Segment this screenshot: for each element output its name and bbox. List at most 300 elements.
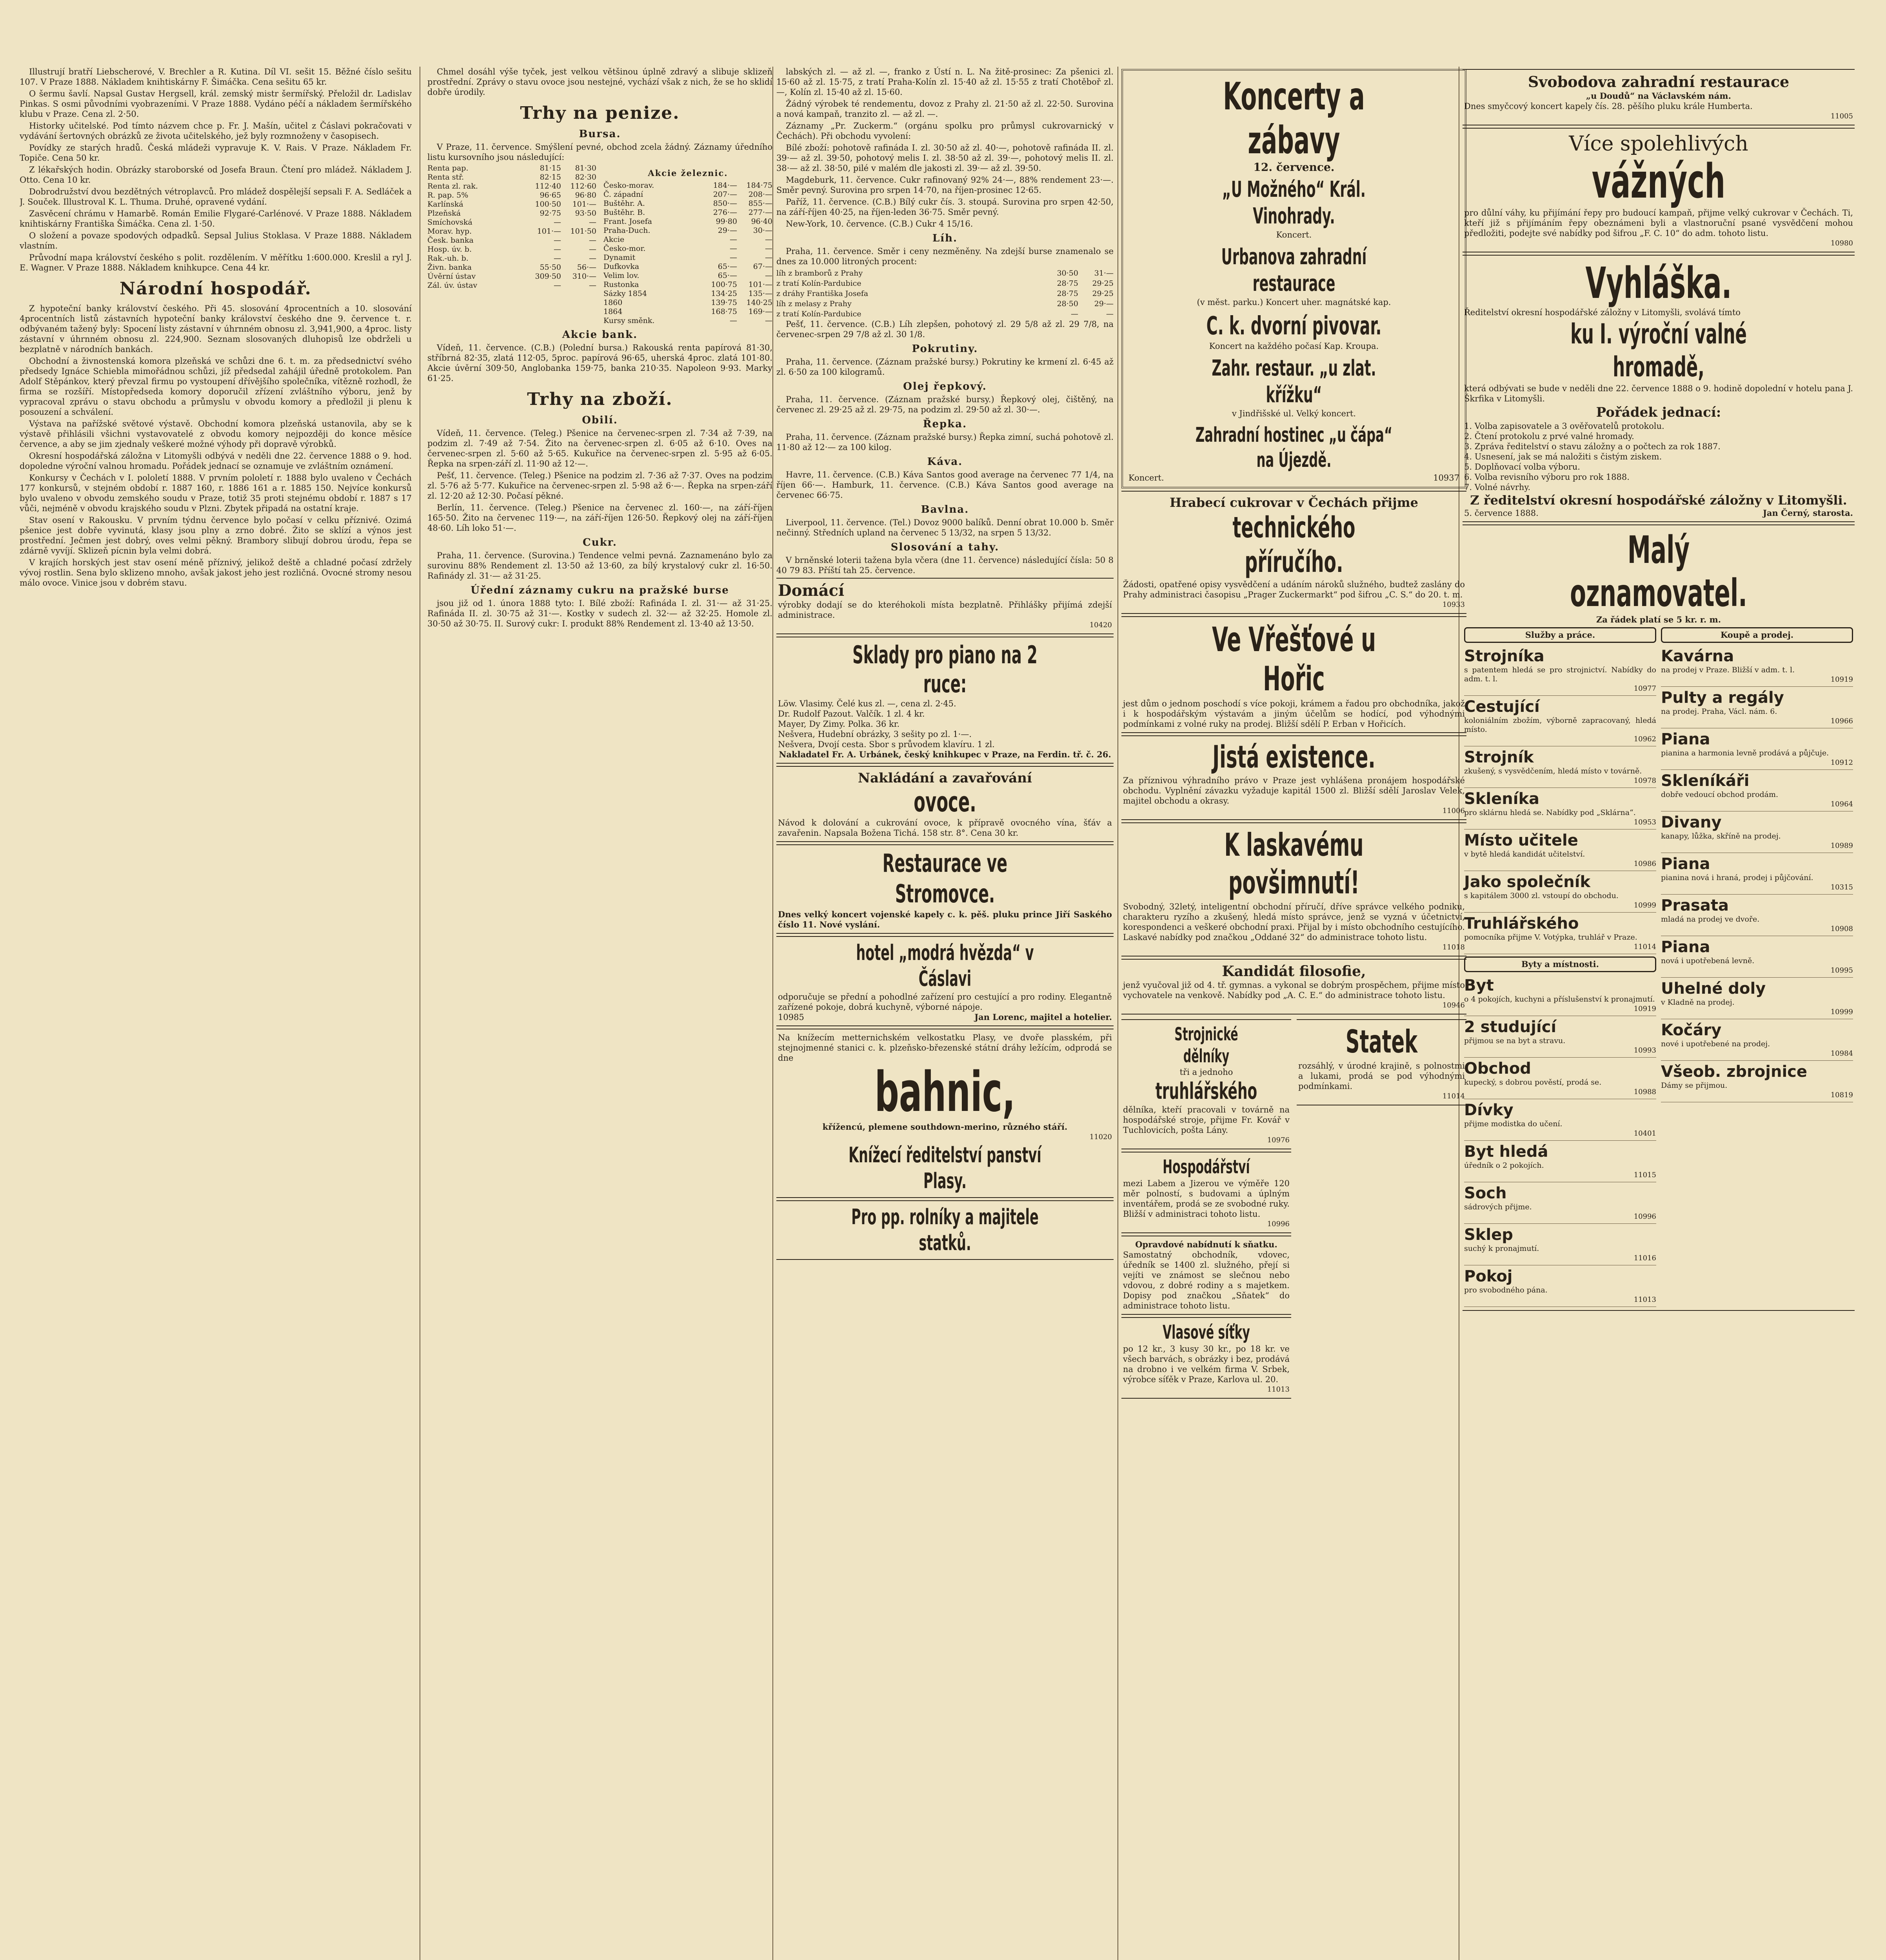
row-value: 101·— (572, 200, 596, 209)
classified-number: 10966 (1830, 717, 1853, 725)
row-value: — (589, 218, 596, 227)
classified-number: 10977 (1633, 684, 1656, 693)
table-row (603, 235, 772, 244)
row-label: Česko-mor. (603, 244, 646, 253)
ad-kandidat: Kandidát filosofie, jenž vyučoval již od 4. tř. gymnas. a vykonal se dobrým prospěchem, přijme místo vychovatele na venkově. Nabídky pod „A. C. E.“ do administrace tohoto listu. 10946 (1121, 959, 1466, 1014)
column-ads (1121, 67, 1466, 1960)
paragraph: Žádný výrobek té rendementu, dovoz z Prahy zl. 21·50 až zl. 22·50. Surovina a nová kampaň, tranzito zl. — až zl. —. (776, 99, 1114, 119)
row-label: z dráhy Františka Josefa (776, 289, 869, 298)
classified-number: 10401 (1633, 1129, 1656, 1138)
classified-number: 10912 (1830, 759, 1853, 767)
row-label: líh z melasy z Prahy (776, 299, 852, 308)
exchange-table-right (603, 164, 772, 325)
row-value: — (554, 218, 561, 227)
table-row (427, 209, 596, 218)
row-value: — (589, 245, 596, 254)
table-row (776, 278, 1114, 289)
classified-title: Kočáry (1661, 1021, 1722, 1039)
column-literature-economy (20, 67, 412, 1960)
table-row (427, 200, 596, 209)
classified-item (1661, 1019, 1853, 1061)
row-value: 139·75 (711, 298, 737, 307)
row-value: — (554, 245, 561, 254)
paragraph: Vídeň, 11. července. (C.B.) (Polední bursa.) Rakouská renta papírová 81·30, stříbrná 82·35, zlatá 112·05, 5proc. papírová 96·65, uherská 4proc. zlatá 101·80. Akcie úvěrní 309·50, Anglobanka 159·75, banka 210·35. Napoleon 9·93. Marky 61·25. (427, 343, 772, 383)
row-label: Renta pap. (427, 164, 469, 172)
table-row (603, 289, 772, 298)
paragraph: Praha, 11. července. (Záznam pražské bursy.) Pokrutiny ke krmení zl. 6·45 až zl. 6·50 za 100 kilogramů. (776, 357, 1114, 377)
table-row (427, 164, 596, 173)
ad-vrestova: Ve Vřešťové u Hořic jest dům o jednom poschodí s více pokoji, krámem a řadou pro obchodníka, jakož i k hospodářským výstavám a jiným účelům se hodící, pod výhodnými podmínkami z volné ruky na prodej. Bližší sdělí P. Erban v Hořicích. (1121, 616, 1466, 733)
table-row (427, 191, 596, 200)
table-row (603, 190, 772, 199)
list-item: Nešvera, Dvojí cesta. Sbor s průvodem klavíru. 1 zl. (778, 740, 995, 749)
classified-text: pro sklárnu hledá se. Nabídky pod „Sklárna“. (1464, 808, 1636, 817)
table-row (603, 244, 772, 253)
classified-title: Divany (1661, 813, 1722, 831)
row-value: 101·— (537, 227, 561, 236)
table-row (776, 309, 1114, 319)
classified-item (1464, 1182, 1656, 1224)
row-value: — (730, 316, 737, 325)
row-value: 207·— (713, 190, 737, 199)
classified-number: 11014 (1633, 943, 1656, 951)
paragraph: Liverpool, 11. července. (Tel.) Dovoz 9000 balíků. Denní obrat 10.000 b. Směr nečinný. Středních upland na červenec 5 13/32, na srpen 5 13/32. (776, 518, 1114, 537)
row-value: 101·— (748, 280, 772, 289)
paragraph: O šermu šavlí. Napsal Gustav Hergsell, král. zemský mistr šermířský. Přeložil dr. Ladislav Pinkas. S osmi původními vyobrazeními. V Praze 1888. Vydáno péčí a nákladem šermířského klubu v Praze. Cena zl. 2·50. (20, 89, 412, 119)
row-value: — (730, 244, 737, 253)
classified-number: 10908 (1830, 925, 1853, 933)
classified-title: Uhelné doly (1661, 980, 1766, 998)
classified-item (1661, 728, 1853, 770)
table-row (427, 173, 596, 182)
ad-existence: Jistá existence. Za příznivou výhradního právo v Praze jest vyhlášena pronájem hospodářské obchodu. Vyplnění závazku vyžaduje kapitál 1500 zl. Bližší sdělí Jaroslav Velek, majitel obchodu a okrasy. 11006 (1121, 735, 1466, 820)
subheading: Bursa. (579, 128, 621, 140)
classified-text: v bytě hledá kandidát učitelství. (1464, 850, 1585, 858)
subheading: Líh. (932, 232, 958, 244)
paragraph: Illustrují bratří Liebscherové, V. Brechler a R. Kutina. Díl VI. sešit 15. Běžné číslo sešitu 107. V Praze 1888. Nákladem knihtiskárny F. Šimáčka. Cena sešitu 65 kr. (20, 67, 412, 87)
classified-title: Strojník (1464, 748, 1534, 766)
classified-title: Piana (1661, 730, 1710, 748)
row-value: — (1071, 310, 1078, 318)
classified-number: 10988 (1633, 1088, 1656, 1096)
table-row (776, 289, 1114, 299)
row-label: Buštěhr. A. (603, 199, 645, 208)
table-row (427, 218, 596, 227)
row-value: — (589, 281, 596, 290)
row-value: 100·75 (711, 280, 737, 289)
row-label: Česk. banka (427, 236, 474, 245)
classified-title: Pokoj (1464, 1267, 1513, 1285)
classified-title: Místo učitele (1464, 831, 1578, 849)
list-item: Löw. Vlasimy. Čelé kus zl. —, cena zl. 2·45. (778, 699, 956, 708)
row-label: Velim lov. (603, 271, 640, 280)
classified-title: Dívky (1464, 1101, 1514, 1119)
category-housing: Byty a místnosti. (1464, 956, 1656, 972)
row-label: Dynamit (603, 253, 636, 262)
list-item: 1. Volba zapisovatele a 3 ověřovatelů protokolu. (1464, 421, 1664, 431)
classified-number: 10995 (1830, 966, 1853, 975)
list-item: 5. Doplňovací volba výboru. (1464, 462, 1580, 472)
paragraph: Bílé zboží: pohotově rafináda I. zl. 30·50 až zl. 40·—, pohotově rafináda II. zl. 39·— až zl. 39·50, pohotový melis I. zl. 38·50 až zl. 39·—, pohotový melis II. zl. 38·— až zl. 38·50, pilé v malém dle jakosti zl. 39·— až zl. 39·50. (776, 143, 1114, 173)
row-value: 29·— (718, 226, 737, 235)
paragraph: Magdeburk, 11. července. Cukr rafinovaný 92% 24·—, 88% rendement 23·—. Směr pevný. Surovina pro srpen 14·70, na říjen-prosinec 12·65. (776, 175, 1114, 195)
classified-number: 10919 (1633, 1005, 1656, 1013)
row-value: 184·— (713, 181, 737, 190)
table-row (603, 217, 772, 226)
classified-item (1464, 913, 1656, 954)
ad-hotel: hotel „modrá hvězda“ v Čáslavi odporučuje se přední a pohodlné zařízení pro cestující a pro rodiny. Elegantně zařízené pokoje, dobrá kuchyně, výborné nápoje. 10985 Jan Lorenc, majitel a hotelier. (776, 936, 1114, 1026)
row-value: 82·30 (575, 173, 596, 181)
exchange-table (427, 164, 772, 325)
row-label: 1860 (603, 298, 623, 307)
classified-text: v Kladně na prodej. (1661, 998, 1735, 1007)
classified-item (1464, 1141, 1656, 1182)
ad-domaci: Domácí výrobky dodají se do kteréhokoli místa bezplatně. Přihlášky přijímá zdejší administrace. 10420 (776, 578, 1114, 634)
subheading: Slosování a tahy. (890, 541, 999, 553)
classified-title: Cestující (1464, 698, 1540, 716)
classified-item (1464, 871, 1656, 913)
subheading: Káva. (927, 456, 963, 468)
classified-item (1661, 895, 1853, 936)
row-label: Akcie (603, 235, 625, 244)
classified-number: 11015 (1633, 1171, 1656, 1179)
classified-number: 10996 (1633, 1212, 1656, 1221)
classified-number: 10999 (1633, 901, 1656, 909)
row-label: Rak.-uh. b. (427, 254, 469, 263)
paragraph: Zasvěcení chrámu v Hamarbě. Román Emilie Flygaré-Carlénové. V Praze 1888. Nákladem knihtiskárny Františka Šimáčka. Cena zl. 1·50. (20, 209, 412, 229)
table-row (427, 254, 596, 263)
paragraph: jsou již od 1. února 1888 tyto: I. Bílé zboží: Rafináda I. zl. 31·— až 31·25. Rafináda II. zl. 30·75 až 31·—. Kostky v sudech zl. 32·— až 32·25. Homole zl. 30·50 až 30·75. II. Surový cukr: I. produkt 88% Rendement zl. 13·40 až 13·50. (427, 599, 772, 628)
row-value: 101·50 (570, 227, 596, 236)
table-row (427, 272, 596, 281)
category-services: Služby a práce. (1464, 627, 1656, 643)
classified-text: na prodej v Praze. Bližší v adm. t. l. (1661, 666, 1795, 674)
row-value: 29·25 (1092, 289, 1114, 298)
subheading: Úřední záznamy cukru na pražské burse (471, 584, 729, 596)
classified-number: 10993 (1633, 1046, 1656, 1054)
subheading: Olej řepkový. (903, 381, 987, 392)
classified-title: Prasata (1661, 897, 1729, 915)
list-item: 4. Usnesení, jak se má naložiti s čistým ziskem. (1464, 452, 1662, 461)
row-value: 100·50 (535, 200, 561, 209)
classified-item (1661, 936, 1853, 978)
row-label: Praha-Duch. (603, 226, 650, 235)
classified-text: přijme modistka do učení. (1464, 1120, 1563, 1128)
row-value: — (730, 253, 737, 262)
classified-number: 10819 (1830, 1091, 1853, 1099)
classified-text: pianina a harmonia levně prodává a půjčuje. (1661, 749, 1829, 757)
table-row (427, 182, 596, 191)
classified-text: pianina nová i hraná, prodej i půjčování. (1661, 873, 1813, 882)
row-value: — (765, 271, 772, 280)
classified-item (1464, 1099, 1656, 1141)
table-row (603, 226, 772, 235)
paragraph: Historky učitelské. Pod tímto názvem chce p. Fr. J. Mašín, učitel z Čáslavi pokračovati v vydávání šertovných obrázků ze života učitelského, jež byly rozmnoženy v časopisech. (20, 121, 412, 141)
classified-text: sádrových přijme. (1464, 1203, 1532, 1211)
classified-text: kupecký, s dobrou pověstí, prodá se. (1464, 1078, 1602, 1087)
table-row (603, 307, 772, 316)
classified-text: dobře vedoucí obchod prodám. (1661, 790, 1779, 799)
subheading: Pokrutiny. (912, 343, 978, 355)
row-value: 855·— (748, 199, 772, 208)
section-heading: Národní hospodář. (119, 279, 312, 299)
row-value: 55·50 (540, 263, 561, 272)
subheading: Akcie bank. (562, 329, 638, 341)
row-value: — (589, 254, 596, 263)
classified-item (1464, 1016, 1656, 1058)
classified-title: Jako společník (1464, 873, 1591, 891)
classified-item (1464, 696, 1656, 746)
row-value: 96·80 (575, 191, 596, 200)
row-label: Č. západní (603, 190, 643, 199)
row-value: 93·50 (575, 209, 596, 218)
row-value: 28·75 (1057, 279, 1078, 288)
paragraph: Z hypoteční banky království českého. Při 45. slosování 4procentních a 10. slosování 4procentních listů zástavních hypoteční banky království českého dne 9. července t. r. odbývaném tažený byly: Spocení listy zástavní v úhrnném obnosu zl. 3,941,900, a 4proc. listy zástavní v úhrnném obnosu zl. 224,900. Seznam slosovaných dluhopisů lze obdrželi u bezplatně v národních bankách. (20, 304, 412, 354)
table-row (427, 245, 596, 254)
paragraph: Stav osení v Rakousku. V prvním týdnu července bylo počasí v celku příznivé. Ozimá pšenice jest dobře vyvinutá, klasy jsou plny a zrno dobré. Žito se sklízí a výnos jest prostřední. Ječmen jest dobrý, oves velmi pěkný. Brambory slibují dobrou úrodu, řepa se zdárně vyvíjí. Sklizeň pícnin byla velmi dobrá. (20, 515, 412, 555)
classified-text: s patentem hledá se pro strojnictví. Nabídky do adm. t. l. (1464, 666, 1656, 683)
paragraph: V brněnské loterii tažena byla včera (dne 11. července) následující čísla: 50 8 40 79 83. Příští tah 25. července. (776, 555, 1114, 575)
ad-stromovka: Restaurace ve Stromovce. Dnes velký koncert vojenské kapely c. k. pěš. pluku prince Jiří Saského číslo 11. Nové vyslání. (776, 844, 1114, 934)
concerts-box: Koncerty a zábavy 12. července. „U Možného“ Král. Vinohrady. Koncert. Urbanova zahradní restaurace (v měst. parku.) Koncert uher. magnátské kap. C. k. dvorní pivovar. Koncert na každého počasí Kap. Kroupa. Zahr. restaur. „u zlat. křížku“ v Jindřišské ul. Velký koncert. Zahradní hostinec „u čápa“ na Újezdě. Koncert. 10937 (1121, 69, 1466, 488)
classified-title: Byt (1464, 976, 1494, 995)
row-label: líh z bramborů z Prahy (776, 269, 863, 278)
row-label: Zál. úv. ústav (427, 281, 478, 290)
row-value: 96·40 (751, 217, 772, 226)
list-item: 6. Volba revisního výboru pro rok 1888. (1464, 472, 1630, 482)
row-value: 82·15 (540, 173, 561, 181)
row-label: Plzeňská (427, 209, 461, 218)
paragraph: Praha, 11. července. (Záznam pražské bursy.) Řepka zimní, suchá pohotově zl. 11·80 až 12·— za 100 kilog. (776, 432, 1114, 452)
classified-title: Skleníka (1464, 790, 1540, 808)
list-item: Dr. Rudolf Pazout. Valčík. 1 zl. 4 kr. (778, 709, 925, 719)
classified-text: nové i upotřebené na prodej. (1661, 1040, 1770, 1048)
row-label: Úvěrní ústav (427, 272, 476, 281)
classified-title: Všeob. zbrojnice (1661, 1063, 1807, 1081)
row-value: 30·— (753, 226, 772, 235)
paragraph: Praha, 11. července. Směr i ceny nezměněny. Na zdejší burse znamenalo se dnes za 10.000 litroných procent: (776, 247, 1114, 266)
row-value: 277·— (748, 208, 772, 217)
row-value: 99·80 (716, 217, 737, 226)
classified-title: Strojníka (1464, 647, 1544, 665)
paragraph: labských zl. — až zl. —, franko z Ústí n. L. Na žitě-prosinec: Za pšenici zl. 15·60 až zl. 15·75, z tratí Praha-Kolín zl. 15·40 až zl. 15·55 z tratí Chotěboř zl. —, Kolín zl. 15·40 až zl. 15·60. (776, 67, 1114, 97)
classified-text: suchý k pronajmutí. (1464, 1244, 1539, 1253)
classified-text: zkušený, s vysvědčením, hledá místo v továrně. (1464, 767, 1642, 775)
column-rule (1117, 67, 1118, 1960)
row-value: 309·50 (535, 272, 561, 281)
paragraph: Záznamy „Pr. Zuckerm.“ (orgánu spolku pro průmysl cukrovarnický v Čechách). Při obchodu vyvolení: (776, 121, 1114, 141)
row-value: 96·65 (540, 191, 561, 200)
row-value: — (765, 235, 772, 244)
classified-number: 10315 (1830, 883, 1853, 891)
classified-item (1661, 811, 1853, 853)
classified-text: koloniálním zbožím, výborně zapracovaný, hledá místo. (1464, 716, 1656, 734)
classified-item (1661, 1061, 1853, 1102)
column-notices (1463, 67, 1855, 1960)
row-label: Sázky 1854 (603, 289, 647, 298)
exchange-table-left (427, 164, 596, 325)
classified-text: Dámy se přijmou. (1661, 1081, 1728, 1090)
paragraph: Povídky ze starých hradů. Česká mládeži vypravuje K. V. Rais. V Praze. Nákladem Fr. Topiče. Cena 50 kr. (20, 143, 412, 163)
subheading: Bavlna. (921, 504, 969, 515)
classified-item (1661, 687, 1853, 728)
row-value: 134·25 (711, 289, 737, 298)
ad-sitky: Vlasové síťky po 12 kr., 3 kusy 30 kr., po 18 kr. ve všech barvách, s obrázky i bez, prodává na drobno i ve velkém firma V. Srbek, výrobce síťěk v Praze, Karlova ul. 20. 11013 (1121, 1317, 1291, 1399)
classified-title: Truhlářského (1464, 915, 1579, 933)
classified-number: 10964 (1830, 800, 1853, 808)
table-row (603, 208, 772, 217)
table-row (603, 181, 772, 190)
row-value: 81·15 (540, 164, 561, 172)
row-value: — (554, 281, 561, 290)
row-value: 56·— (577, 263, 596, 272)
section-heading: Trhy na penize. (520, 103, 680, 123)
ad-ovoce: Nakládání a zavařování ovoce. Návod k dolování a cukrování ovoce, k přípravě ovocného vína, šťáv a zavařenin. Napsala Božena Tichá. 158 str. 8°. Cena 30 kr. (776, 766, 1114, 842)
subheading: Obilí. (582, 414, 618, 426)
paragraph: Z lékařských hodin. Obrázky staroborské od Josefa Braun. Čtení pro mládež. Nákladem J. Otto. Cena 10 kr. (20, 165, 412, 185)
classified-item (1464, 645, 1656, 696)
row-value: 81·30 (575, 164, 596, 172)
classified-title: Pulty a regály (1661, 689, 1784, 707)
list-item: 2. Čtení protokolu z prvé valné hromady. (1464, 432, 1634, 441)
ad-strojnicke: Strojnické dělníky tři a jednoho truhlářského dělníka, kteří pracovali v továrně na hospodářské stroje, přijme Fr. Kovář v Tuchlovicích, pošta Lány. 10976 (1121, 1019, 1291, 1149)
row-value: 112·60 (570, 182, 596, 191)
row-value: — (554, 254, 561, 263)
paragraph: Konkursy v Čechách v I. pololetí 1888. V prvním pololetí r. 1888 bylo uvaleno v Čechách 177 konkursů, v stejném období r. 1887 160, r. 1886 161 a r. 1885 150. Nejvíce konkursů bylo uvaleno v obvodu zemského soudu v Praze, totiž 35 proti stejnému období r. 1887 s 17 vůči, nejméně v obvodu krajského soudu v Plzni. Zbytek připadá na ostatní kraje. (20, 473, 412, 513)
classified-title: Sklep (1464, 1226, 1513, 1244)
paragraph: Výstava na pařížské světové výstavě. Obchodní komora plzeňská ustanovila, aby se k výstavě přihlásili všichni vystavovatelé z obvodu komory nejpozději do konce měsíce července, a aby se jim zjednaly veškeré možné výhody při dopravě výrobků. (20, 419, 412, 449)
row-label: Karlínská (427, 200, 463, 209)
row-label: Hosp. úv. b. (427, 245, 472, 254)
classified-number: 10984 (1830, 1049, 1853, 1058)
list-item: 3. Zpráva ředitelství o stavu záložny a o počtech za rok 1887. (1464, 442, 1721, 451)
row-label: z tratí Kolín-Pardubice (776, 310, 861, 318)
paragraph: Havre, 11. července. (C.B.) Káva Santos good average na červenec 77 1/4, na říjen 66·—. Hamburk, 11. července. (C.B.) Káva Santos good average na červenec 66·75. (776, 470, 1114, 500)
paragraph: O složení a povaze spodových odpadků. Sepsal Julius Stoklasa. V Praze 1888. Nákladem vlastním. (20, 231, 412, 250)
classified-text: s kapitálem 3000 zl. vstoupí do obchodu. (1464, 891, 1619, 900)
table-row (427, 236, 596, 245)
classified-text: přijmou se na byt a stravu. (1464, 1036, 1566, 1045)
row-label: R. pap. 5% (427, 191, 469, 200)
classified-item (1464, 788, 1656, 829)
subheading: Řepka. (923, 418, 967, 430)
row-value: 112·40 (535, 182, 561, 191)
classified-text: úředník o 2 pokojích. (1464, 1161, 1544, 1170)
ad-grid (1121, 1017, 1466, 1401)
ad-statek: Statek rozsáhlý, v úrodné krajině, s polnostmi a lukami, prodá se pod výhodnými podmínkami. 11014 (1297, 1019, 1466, 1105)
row-label: Buštěhr. B. (603, 208, 645, 217)
classified-title: Obchod (1464, 1060, 1531, 1078)
row-value: 29·25 (1092, 279, 1114, 288)
ad-vaznych: Více spolehlivých vážných pro důlní váhy, ku přijímání řepy pro budoucí kampaň, přijme velký cukrovar v Čechách. Ti, kteří již s přijímáním řepy obeznámeni byli a vlastnoruční psané vysvědčení mohou předložiti, podejte své nabídky pod šifrou „F. C. 10“ do adm. tohoto listu. 10980 (1463, 128, 1855, 252)
ad-technik: Hrabecí cukrovar v Čechách přijme technického příručího. Žádosti, opatřené opisy vysvědčení a udáním nároků služného, budtež zaslány do Prahy administraci časopisu „Prager Zuckermarkt“ pod šifrou „C. S.“ do 20. t. m. 10933 (1121, 491, 1466, 614)
row-value: — (1106, 310, 1114, 318)
ad-vyhlaska: Vyhláška. Ředitelství okresní hospodářské záložny v Litomyšli, svolává tímto ku I. výroční valné hromadě, která odbývati se bude v neděli dne 22. července 1888 o 9. hodině dopolední v hotelu pana J. Škrfika v Litomyšli. Pořádek jednací: 1. Volba zapisovatele a 3 ověřovatelů protokolu. 2. Čtení protokolu z prvé valné hromady. 3. Zpráva ředitelství o stavu záložny a o počtech za rok 1887. 4. Usnesení, jak se má naložiti s čistým ziskem. 5. Doplňovací volba výboru. 6. Volba revisního výboru pro rok 1888. 7. Volné návrhy. Z ředitelství okresní hospodářské záložny v Litomyšli. 5. července 1888. Jan Černý, starosta. (1463, 255, 1855, 522)
row-value: 30·50 (1057, 269, 1078, 278)
row-value: 65·— (718, 262, 737, 271)
classified-number: 10999 (1830, 1008, 1853, 1016)
column-commodities-ads (776, 67, 1114, 1960)
classified-number: 10978 (1633, 777, 1656, 785)
row-value: 29·— (1094, 299, 1114, 308)
row-value: 850·— (713, 199, 737, 208)
paragraph: Obchodní a živnostenská komora plzeňská ve schůzi dne 6. t. m. za předsednictví svého předsedy Ignáce Schiebla mimořádnou schůzi, jíž předsedal zahájil úředně protokolem. Pan Adolf Stěpánkov, který převzal firmu po vystoupení dřívějšího společníka, vítězně rozhodl, že firma se rozšíří. Místopředseda komory doporučil zřízení zvláštního výboru, jenž by vypracoval zprávu o stavu obchodu a průmyslu v obvodu komory a předložil ji plenu k posouzení a schválení. (20, 356, 412, 417)
classified-number: 10962 (1633, 735, 1656, 743)
ad-povsimnuti: K laskavému povšimnutí! Svobodný, 32letý, inteligentní obchodní příručí, dříve správce velkého podniku, charakteru ryzího a zkušený, hledá místo správce, jenž se vyzná v účetnictví, korespondenci a veškeré obchodní praxi. Přijal by i místo obchodního cestujícího. Laskavé nabídky pod značkou „Oddané 32“ do administrace tohoto listu. 11018 (1121, 822, 1466, 956)
row-value: 184·75 (746, 181, 772, 190)
column-rule (772, 67, 773, 1960)
table-row (603, 199, 772, 208)
table-row (603, 271, 772, 280)
table-row (427, 227, 596, 236)
ad-bahnic: Na knížecím metternichském velkostatku Plasy, ve dvoře plasském, při stejnojmenné stanici c. k. plzeňsko-březenské státní dráhy ležícím, odprodá se dne bahnic, křížencú, plemene southdown-merino, různého stáří. 11020 Knížecí ředitelství panství Plasy. (776, 1029, 1114, 1198)
row-value: 169·— (748, 307, 772, 316)
table-row (603, 253, 772, 262)
table-row (603, 298, 772, 307)
list-item: Mayer, Dy Zimy. Polka. 36 kr. (778, 719, 900, 729)
spirits-table (776, 268, 1114, 319)
ad-hospodarstvi: Hospodářství mezi Labem a Jizerou ve výměře 120 měr polností, s budovami a úplným inventářem, prodá se ze svobodné ruky. Bližší v administraci tohoto listu. 10996 (1121, 1152, 1291, 1233)
paragraph: V krajích horských jest stav osení méně příznivý, jelikož deště a chladné počasí zdržely vývoj rostlin. Sena bylo sklizeno mnoho, avšak jakost jeho jest rozličná. Ovocné stromy nesou málo ovoce. Vinice jsou v dobrém stavu. (20, 558, 412, 588)
row-label: 1864 (603, 307, 623, 316)
ad-nabidnuti: Opravdové nabídnutí k sňatku. Samostatný obchodník, vdovec, úředník se 1400 zl. služného, přejí si vejíti ve známost se slečnou nebo vdovou, z dobré rodiny a s majetkem. Dopisy pod značkou „Sňatek“ do administrace tohoto listu. (1121, 1236, 1291, 1315)
classified-title: 2 studující (1464, 1018, 1557, 1036)
table-row (603, 262, 772, 271)
row-value: — (765, 253, 772, 262)
row-value: — (765, 316, 772, 325)
row-label: Smíchovská (427, 218, 472, 227)
list-item: Nešvera, Hudební obrázky, 3 sešity po zl. 1·—. (778, 730, 972, 739)
paragraph: New-York, 10. července. (C.B.) Cukr 4 15/16. (786, 219, 973, 229)
classified-number: 11013 (1633, 1296, 1656, 1304)
paragraph: Berlín, 11. července. (Teleg.) Pšenice na červenec zl. 160·—, na září-říjen 165·50. Žito na červenec 119·—, na září-říjen 126·50. Řepkový olej na září-říjen 48·60. Líh loko 51·—. (427, 503, 772, 533)
category-sales: Koupě a prodej. (1661, 627, 1853, 643)
classified-item (1464, 975, 1656, 1016)
column-markets (427, 67, 772, 1960)
row-label: Dufkovka (603, 262, 640, 271)
ad-piano: Sklady pro piano na 2 ruce: Löw. Vlasimy. Čelé kus zl. —, cena zl. 2·45. Dr. Rudolf Pazout. Valčík. 1 zl. 4 kr. Mayer, Dy Zimy. Polka. 36 kr. Nešvera, Hudební obrázky, 3 sešity po zl. 1·—. Nešvera, Dvojí cesta. Sbor s průvodem klavíru. 1 zl. Nakladatel Fr. A. Urbánek, český knihkupec v Praze, na Ferdin. tř. č. 26. (776, 637, 1114, 764)
paragraph: V Praze, 11. července. Smýšlení pevné, obchod zcela žádný. Záznamy úředního listu kursovního jsou následující: (427, 142, 772, 162)
row-value: 65·— (718, 271, 737, 280)
classified-number: 10919 (1830, 675, 1853, 684)
paragraph: Paříž, 11. července. (C.B.) Bílý cukr čís. 3. stoupá. Surovina pro srpen 42·50, na září-říjen 40·25, na říjen-leden 36·75. Směr pevný. (776, 197, 1114, 217)
row-value: 276·— (713, 208, 737, 217)
classified-text: kanapy, lůžka, skříně na prodej. (1661, 832, 1781, 840)
row-value: — (554, 236, 561, 245)
classified-text: mladá na prodej ve dvoře. (1661, 915, 1760, 924)
row-value: — (589, 236, 596, 245)
paragraph: Praha, 11. července. (Záznam pražské bursy.) Řepkový olej, čištěný, na červenec zl. 29·25 až zl. 29·75, na podzim zl. 29·50 až zl. 30·—. (776, 395, 1114, 414)
paragraph: Dobrodružství dvou bezdětných vétroplavců. Pro mládež dospělejší sepsali F. A. Sedláček a J. Souček. Illustroval K. L. Thuma. Druhé, opravené vydání. (20, 187, 412, 207)
subheading: Cukr. (583, 537, 617, 548)
classified-title: Piana (1661, 855, 1710, 873)
table-row (427, 263, 596, 272)
row-value: 28·75 (1057, 289, 1078, 298)
row-label: z tratí Kolín-Pardubice (776, 279, 861, 288)
classified-title: Piana (1661, 938, 1710, 956)
row-value: 92·75 (540, 209, 561, 218)
classified-text: na prodej. Praha, Václ. nám. 6. (1661, 707, 1777, 716)
classifieds: Malý oznamovatel. Za řádek platí se 5 kr. r. m. Služby a práce. Strojníka s patentem hledá se pro strojnictví. Nabídky do adm. t. l. 10977 Cestující koloniálním zbožím, výborně zapracovaný, hledá místo. 10962 Strojník zkušený, s vysvědčením, hledá místo v továrně. 10978 Skleníka pro sklárnu hledá se. Nabídky pod „Sklárna“. 10953 Místo učitele v bytě hledá kandidát učitelství. 10986 Jako společník s kapitálem 3000 zl. vstoupí do obchodu. 10999 Truhlářského pomocníka přijme V. Votýpka, truhlář v Praze. 11014 Byty a místnosti. Byt o 4 pokojích, kuchyni a příslušenství k pronajmutí. 10919 2 studující přijmou se na byt a stravu. 10993 Obchod kupecký, s dobrou pověstí, prodá se. 10988 Dívky přijme modistka do učení. 10401 Byt hledá úředník o 2 pokojích. 11015 Soch sádrových přijme. 10996 Sklep suchý k pronajmutí. 11016 Pokoj pro svobodného pána. 11013 Koupě a prodej. Kavárna na prodej v Praze. Bližší v adm. t. l. 10919 Pulty a regály na prodej. Praha, Václ. nám. 6. 10966 Piana pianina a harmonia levně prodává a půjčuje. 10912 Skleníkáři dobře vedoucí obchod prodám. 10964 Divany kanapy, lůžka, skříně na prodej. 10989 Piana pianina nová i hraná, prodej i půjčování. 10315 Prasata mladá na prodej ve dvoře. 10908 Piana nová i upotřebená levně. 10995 Uhelné doly v Kladně na prodej. 10999 Kočáry nové i upotřebené na prodej. 10984 Všeob. zbrojnice Dámy se přijmou. 10819 (1463, 524, 1855, 1311)
classified-number: 10989 (1830, 842, 1853, 850)
classified-title: Byt hledá (1464, 1143, 1548, 1161)
row-label: Morav. hyp. (427, 227, 472, 236)
subheading: Akcie železnic. (648, 168, 728, 178)
row-value: 208·— (748, 190, 772, 199)
classified-item (1464, 1224, 1656, 1265)
classified-title: Skleníkáři (1661, 772, 1750, 790)
row-label: Živn. banka (427, 263, 472, 272)
